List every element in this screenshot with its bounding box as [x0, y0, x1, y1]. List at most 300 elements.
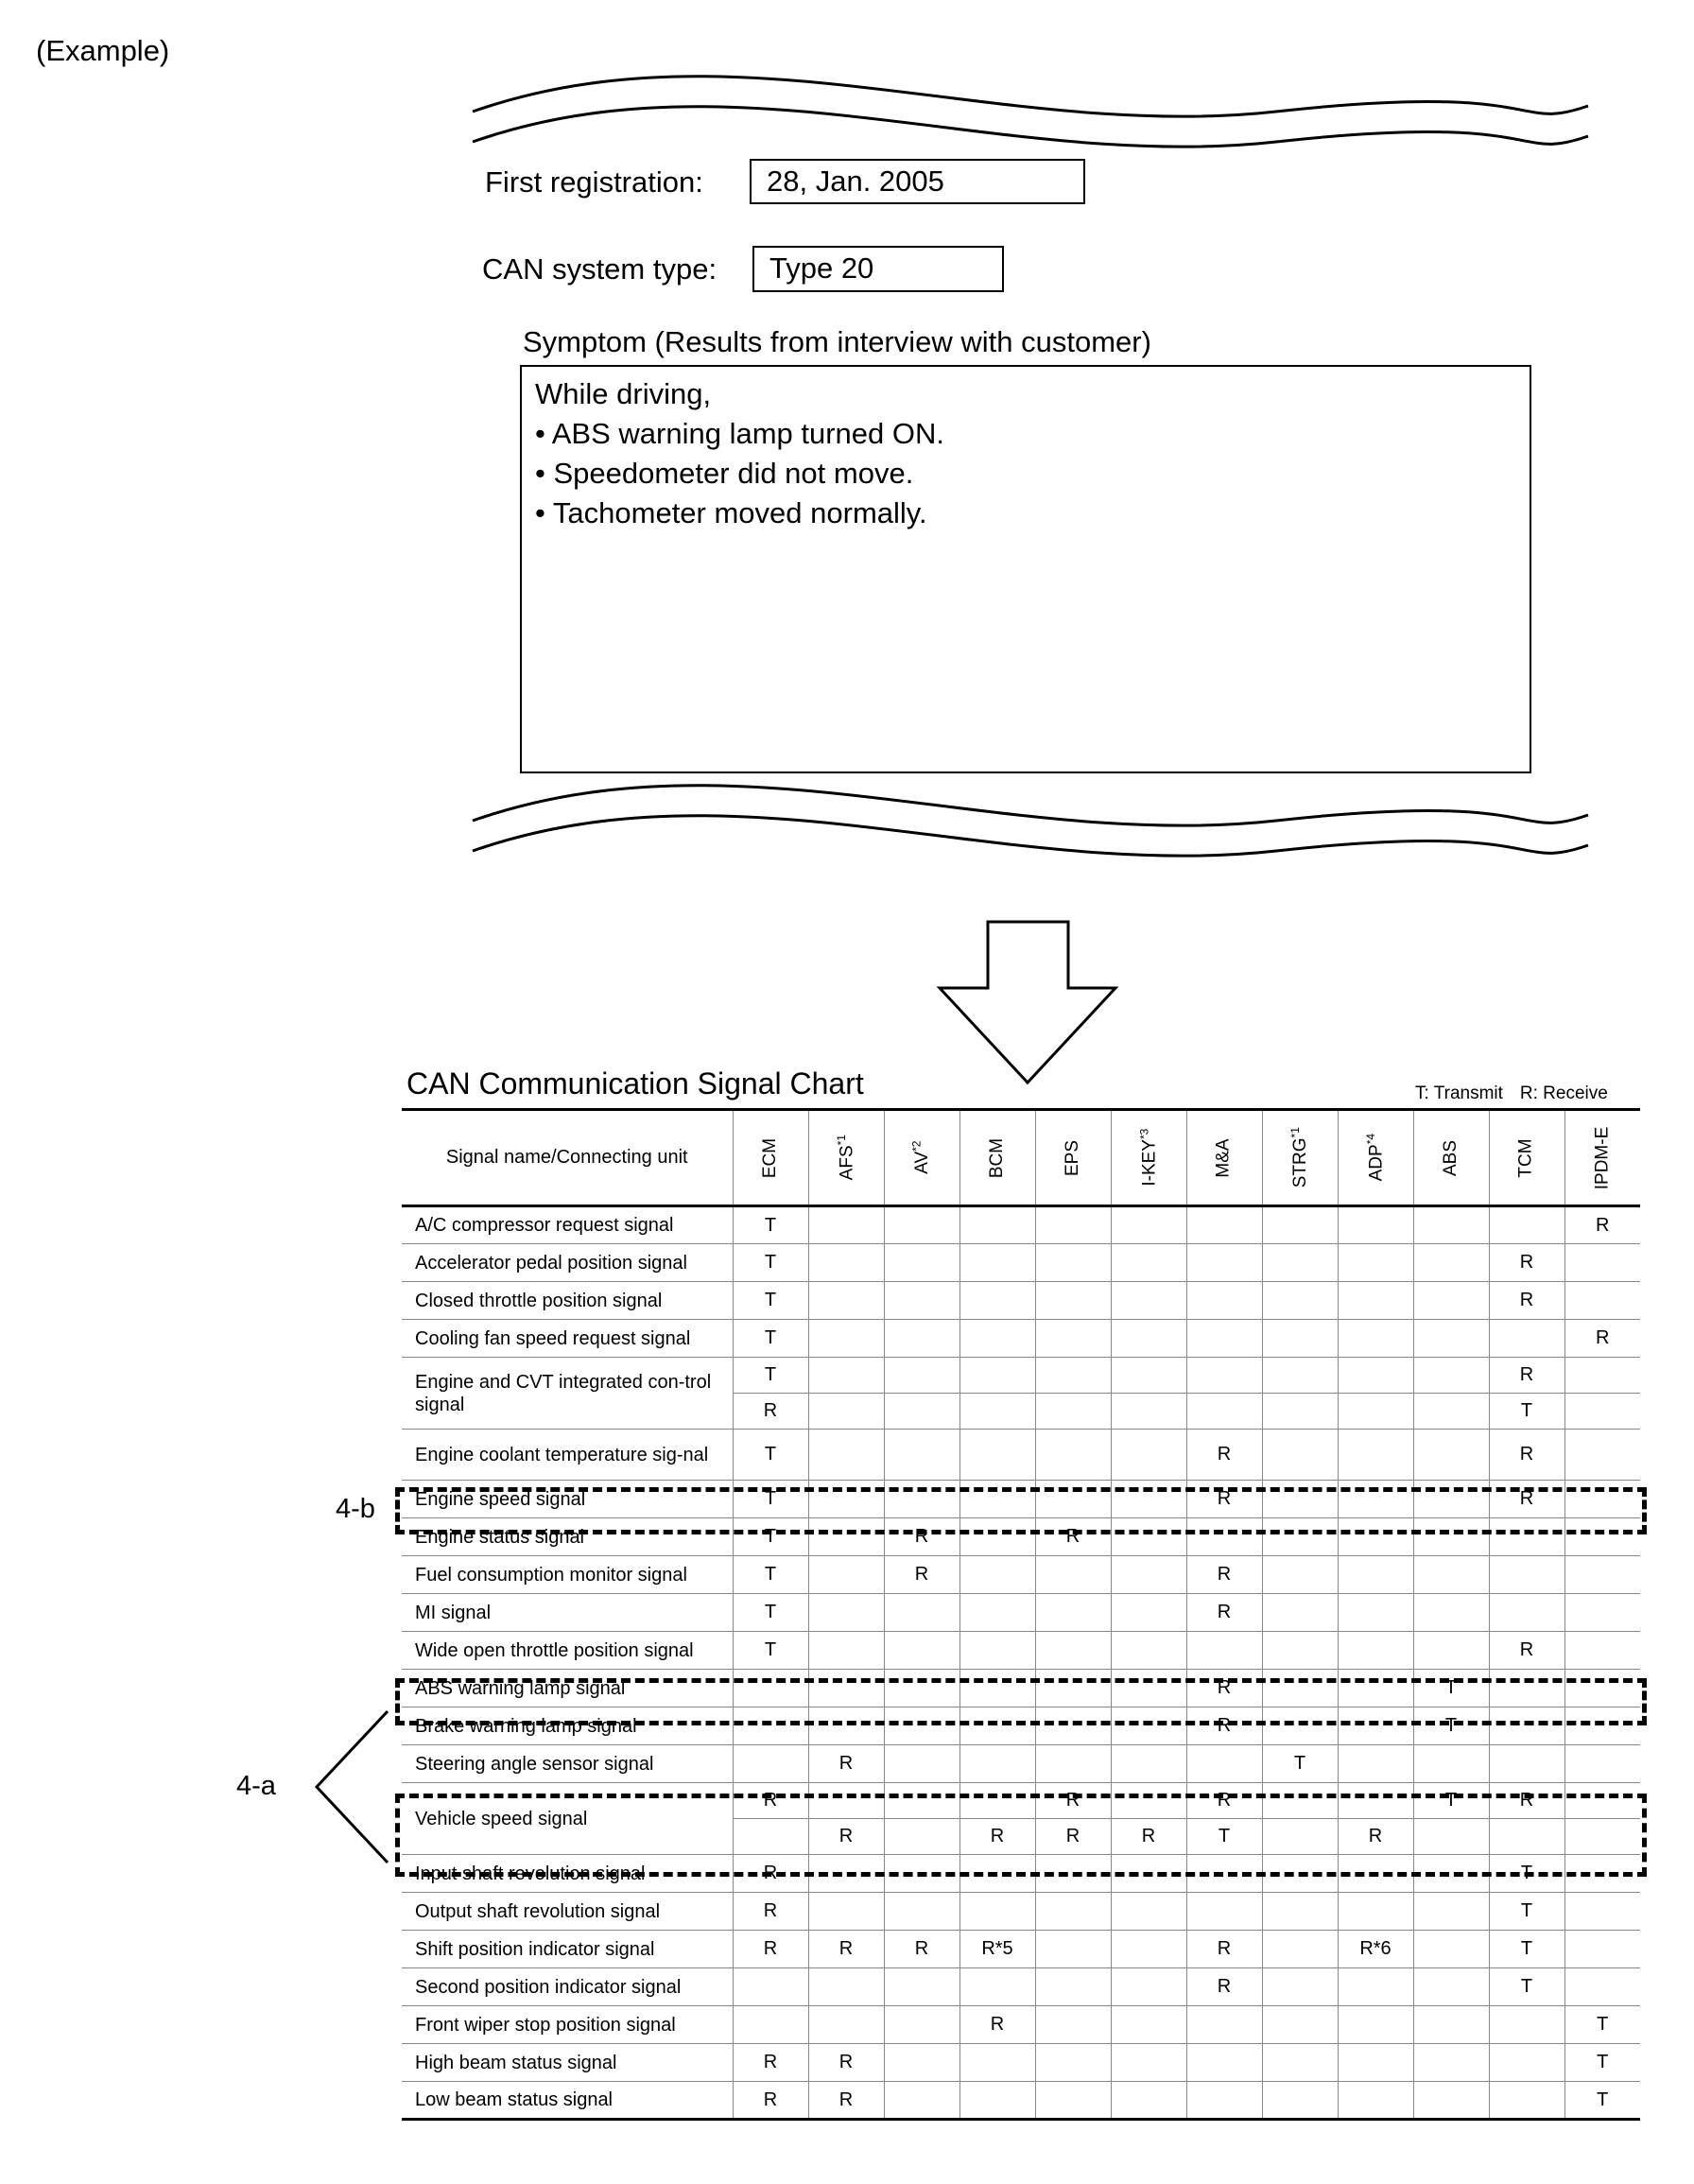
- signal-cell: [1111, 1358, 1186, 1394]
- signal-cell: [1338, 1481, 1413, 1518]
- signal-cell: [1413, 1931, 1489, 1968]
- signal-cell: [1413, 1481, 1489, 1518]
- signal-cell: [1338, 1968, 1413, 2006]
- signal-cell: [733, 2006, 808, 2044]
- signal-cell: [1413, 2006, 1489, 2044]
- signal-cell: [1564, 1783, 1640, 1819]
- signal-name: Accelerator pedal position signal: [402, 1244, 733, 1282]
- signal-cell: [959, 1430, 1035, 1481]
- column-label: [1592, 1127, 1613, 1190]
- column-header: [733, 1110, 808, 1206]
- column-footnote: *3: [1136, 1129, 1150, 1140]
- signal-cell: [1111, 1394, 1186, 1430]
- column-label: [1441, 1140, 1461, 1176]
- symptom-line: While driving,: [535, 377, 712, 410]
- column-name: EPS: [1063, 1139, 1082, 1177]
- chart-legend: [1415, 1083, 1625, 1104]
- column-footnote: *4: [1363, 1134, 1377, 1145]
- signal-cell: R: [733, 2082, 808, 2120]
- signal-cell: [1111, 1320, 1186, 1358]
- signal-cell: R: [733, 2044, 808, 2082]
- signal-cell: [959, 1783, 1035, 1819]
- symptom-title: Symptom (Results from interview with customer): [523, 325, 1151, 358]
- first-registration-label: First registration:: [485, 165, 703, 199]
- signal-cell: T: [1186, 1819, 1262, 1855]
- column-label: [1214, 1138, 1235, 1177]
- signal-name: A/C compressor request signal: [402, 1206, 733, 1244]
- signal-cell: [1111, 1893, 1186, 1931]
- signal-cell: [1262, 1358, 1338, 1394]
- signal-cell: R: [1489, 1244, 1564, 1282]
- signal-cell: [1035, 1282, 1111, 1320]
- signal-cell: [1111, 2044, 1186, 2082]
- signal-name: Engine coolant temperature sig-nal: [402, 1430, 733, 1481]
- signal-cell: [959, 1707, 1035, 1745]
- column-name: ABS: [1441, 1139, 1461, 1177]
- signal-cell: [808, 1556, 884, 1594]
- signal-cell: [959, 1282, 1035, 1320]
- signal-cell: [1489, 1819, 1564, 1855]
- signal-cell: T: [733, 1481, 808, 1518]
- signal-cell: [808, 1855, 884, 1893]
- signal-cell: [1338, 1556, 1413, 1594]
- signal-cell: [1262, 2082, 1338, 2120]
- signal-cell: [884, 2082, 959, 2120]
- signal-name: High beam status signal: [402, 2044, 733, 2082]
- signal-cell: [1262, 1968, 1338, 2006]
- signal-cell: R: [808, 1931, 884, 1968]
- signal-cell: T: [1262, 1745, 1338, 1783]
- signal-cell: [1262, 1320, 1338, 1358]
- column-name: M&A: [1214, 1138, 1234, 1178]
- signal-cell: [1564, 1855, 1640, 1893]
- signal-cell: R: [959, 2006, 1035, 2044]
- signal-cell: [1111, 1855, 1186, 1893]
- callout-bracket-icon: [317, 1711, 388, 1863]
- signal-cell: [1413, 1819, 1489, 1855]
- signal-cell: [733, 1670, 808, 1707]
- signal-cell: [884, 1206, 959, 1244]
- signal-cell: [1035, 1394, 1111, 1430]
- signal-cell: [1564, 1430, 1640, 1481]
- signal-cell: [808, 1632, 884, 1670]
- signal-cell: [1111, 1783, 1186, 1819]
- signal-cell: T: [733, 1206, 808, 1244]
- signal-cell: [733, 1819, 808, 1855]
- signal-cell: [884, 1481, 959, 1518]
- signal-cell: [1338, 1783, 1413, 1819]
- column-header: [959, 1110, 1035, 1206]
- table-row: [402, 2044, 1640, 2082]
- signal-cell: [1035, 1481, 1111, 1518]
- signal-cell: [808, 1206, 884, 1244]
- signal-cell: [884, 1430, 959, 1481]
- signal-cell: [1338, 1320, 1413, 1358]
- signal-cell: [1035, 1358, 1111, 1394]
- signal-cell: [808, 1282, 884, 1320]
- signal-cell: T: [1564, 2006, 1640, 2044]
- table-row: [402, 1556, 1640, 1594]
- signal-cell: [808, 1430, 884, 1481]
- signal-cell: T: [733, 1518, 808, 1556]
- signal-cell: R: [1035, 1783, 1111, 1819]
- signal-cell: [884, 1745, 959, 1783]
- table-row: [402, 1632, 1640, 1670]
- signal-cell: [1413, 1968, 1489, 2006]
- signal-cell: [1262, 1556, 1338, 1594]
- table-header-row: [402, 1110, 1640, 1206]
- signal-cell: [1413, 1855, 1489, 1893]
- signal-cell: [1035, 1670, 1111, 1707]
- column-header: [808, 1110, 884, 1206]
- table-row: [402, 1430, 1640, 1481]
- signal-cell: [1413, 1594, 1489, 1632]
- signal-name: Vehicle speed signal: [402, 1783, 733, 1855]
- signal-cell: [1111, 1556, 1186, 1594]
- signal-cell: R: [1186, 1707, 1262, 1745]
- signal-cell: [959, 1594, 1035, 1632]
- signal-cell: [1564, 1556, 1640, 1594]
- table-row: [402, 1670, 1640, 1707]
- signal-cell: [1338, 2082, 1413, 2120]
- example-label: (Example): [36, 34, 170, 67]
- signal-cell: [1564, 1745, 1640, 1783]
- signal-cell: [1186, 1394, 1262, 1430]
- signal-cell: [808, 1707, 884, 1745]
- signal-cell: R: [884, 1556, 959, 1594]
- signal-cell: [808, 1244, 884, 1282]
- signal-cell: [959, 1670, 1035, 1707]
- signal-cell: T: [733, 1320, 808, 1358]
- signal-cell: R: [1489, 1632, 1564, 1670]
- column-label: [1364, 1134, 1387, 1181]
- signal-name: Engine speed signal: [402, 1481, 733, 1518]
- signal-cell: [1338, 1594, 1413, 1632]
- signal-cell: [884, 1968, 959, 2006]
- signal-cell: [1186, 1320, 1262, 1358]
- signal-cell: [1186, 1206, 1262, 1244]
- signal-cell: R: [733, 1931, 808, 1968]
- signal-cell: [959, 1244, 1035, 1282]
- signal-name: ABS warning lamp signal: [402, 1670, 733, 1707]
- signal-cell: [1111, 1707, 1186, 1745]
- signal-cell: [1111, 2006, 1186, 2044]
- legend-receive: R: Receive: [1519, 1083, 1608, 1103]
- column-footnote: *1: [1288, 1127, 1302, 1138]
- signal-cell: [1111, 1931, 1186, 1968]
- signal-cell: R: [1186, 1481, 1262, 1518]
- signal-cell: [959, 1632, 1035, 1670]
- signal-name: Wide open throttle position signal: [402, 1632, 733, 1670]
- down-arrow-icon: [940, 922, 1115, 1083]
- signal-cell: [884, 1358, 959, 1394]
- table-row: [402, 1594, 1640, 1632]
- signal-cell: R: [733, 1855, 808, 1893]
- signal-cell: [1338, 1518, 1413, 1556]
- signal-cell: [1489, 1320, 1564, 1358]
- first-registration-field: 28, Jan. 2005: [750, 159, 1085, 204]
- column-header: [1262, 1110, 1338, 1206]
- signal-cell: [1564, 1481, 1640, 1518]
- signal-cell: [1186, 1745, 1262, 1783]
- signal-cell: [884, 1893, 959, 1931]
- signal-cell: R: [808, 2044, 884, 2082]
- column-label: [1137, 1129, 1160, 1187]
- column-name: BCM: [986, 1137, 1007, 1179]
- signal-cell: [1413, 1244, 1489, 1282]
- signal-cell: [1338, 2044, 1413, 2082]
- signal-cell: [1489, 2082, 1564, 2120]
- signal-cell: T: [1489, 1931, 1564, 1968]
- signal-cell: R: [1489, 1430, 1564, 1481]
- column-header: [1111, 1110, 1186, 1206]
- column-name: IPDM-E: [1592, 1126, 1613, 1190]
- signal-cell: T: [733, 1282, 808, 1320]
- signal-cell: [1564, 1282, 1640, 1320]
- signal-cell: [1035, 1594, 1111, 1632]
- signal-cell: R: [1186, 1430, 1262, 1481]
- callout-4b: 4-b: [336, 1494, 375, 1524]
- signal-cell: [1186, 1893, 1262, 1931]
- table-row: [402, 2006, 1640, 2044]
- signal-cell: [1035, 1893, 1111, 1931]
- signal-name: Low beam status signal: [402, 2082, 733, 2120]
- signal-cell: T: [1413, 1670, 1489, 1707]
- signal-cell: [1413, 1282, 1489, 1320]
- column-header: [1338, 1110, 1413, 1206]
- table-row: [402, 1783, 1640, 1819]
- signal-cell: R: [1186, 1594, 1262, 1632]
- signal-cell: [1413, 1320, 1489, 1358]
- signal-cell: [1111, 1481, 1186, 1518]
- signal-cell: [1186, 1244, 1262, 1282]
- signal-name: Engine and CVT integrated con-trol signal: [402, 1358, 733, 1430]
- signal-cell: [1413, 1632, 1489, 1670]
- signal-cell: [808, 1783, 884, 1819]
- column-header: [1186, 1110, 1262, 1206]
- signal-cell: R: [733, 1394, 808, 1430]
- signal-cell: [1413, 1745, 1489, 1783]
- signal-cell: [884, 1282, 959, 1320]
- signal-cell: R: [733, 1783, 808, 1819]
- signal-cell: [1564, 1394, 1640, 1430]
- signal-cell: [884, 2006, 959, 2044]
- signal-cell: T: [1413, 1707, 1489, 1745]
- symptom-line: • Tachometer moved normally.: [535, 496, 927, 529]
- signal-cell: T: [733, 1244, 808, 1282]
- signal-cell: [1035, 1707, 1111, 1745]
- signal-cell: R: [1489, 1358, 1564, 1394]
- signal-cell: [1413, 1394, 1489, 1430]
- signal-cell: [1035, 1632, 1111, 1670]
- signal-cell: [1413, 1430, 1489, 1481]
- signal-cell: [1262, 1819, 1338, 1855]
- signal-cell: [1035, 1206, 1111, 1244]
- signal-cell: [1262, 1430, 1338, 1481]
- signal-cell: [1564, 1893, 1640, 1931]
- signal-cell: [884, 1855, 959, 1893]
- signal-name: Shift position indicator signal: [402, 1931, 733, 1968]
- signal-cell: [1489, 1594, 1564, 1632]
- signal-cell: [1111, 1670, 1186, 1707]
- signal-cell: R: [884, 1931, 959, 1968]
- signal-cell: [1564, 1594, 1640, 1632]
- signal-cell: [1338, 1394, 1413, 1430]
- table-row: [402, 1518, 1640, 1556]
- column-name: TCM: [1516, 1138, 1536, 1178]
- signal-cell: R: [1035, 1518, 1111, 1556]
- table-row: [402, 1968, 1640, 2006]
- table-row: [402, 1893, 1640, 1931]
- signal-cell: [1564, 1632, 1640, 1670]
- signal-cell: [959, 1893, 1035, 1931]
- signal-cell: [1262, 1282, 1338, 1320]
- signal-cell: [808, 1518, 884, 1556]
- signal-cell: [1564, 1819, 1640, 1855]
- signal-cell: [959, 1556, 1035, 1594]
- signal-cell: T: [1564, 2082, 1640, 2120]
- signal-cell: [1338, 1670, 1413, 1707]
- signal-cell: [808, 1358, 884, 1394]
- signal-cell: [1489, 1670, 1564, 1707]
- signal-cell: [1111, 1594, 1186, 1632]
- signal-cell: [1338, 1244, 1413, 1282]
- can-system-type-field: Type 20: [752, 246, 1004, 292]
- signal-cell: [1035, 1968, 1111, 2006]
- signal-cell: [884, 1594, 959, 1632]
- signal-cell: [1262, 1893, 1338, 1931]
- signal-cell: [808, 2006, 884, 2044]
- signal-cell: T: [733, 1632, 808, 1670]
- signal-cell: R: [733, 1893, 808, 1931]
- column-header: [1413, 1110, 1489, 1206]
- table-row: [402, 2082, 1640, 2120]
- table-row: [402, 1855, 1640, 1893]
- signal-cell: R: [1186, 1931, 1262, 1968]
- column-header: [1035, 1110, 1111, 1206]
- signal-cell: [1186, 2044, 1262, 2082]
- signal-cell: [1035, 1430, 1111, 1481]
- column-name: AFS: [837, 1145, 857, 1181]
- signal-cell: [1262, 2044, 1338, 2082]
- signal-cell: R: [1035, 1819, 1111, 1855]
- signal-cell: [1035, 1556, 1111, 1594]
- table-row: [402, 1244, 1640, 1282]
- signal-cell: [1186, 1518, 1262, 1556]
- signal-cell: R: [1186, 1968, 1262, 2006]
- table-row: [402, 1320, 1640, 1358]
- signal-cell: R: [1564, 1206, 1640, 1244]
- signal-cell: [959, 2082, 1035, 2120]
- signal-cell: [959, 1745, 1035, 1783]
- signal-cell: [1262, 1394, 1338, 1430]
- header-signal-name: Signal name/Connecting unit: [402, 1110, 733, 1206]
- signal-cell: [1035, 1855, 1111, 1893]
- signal-cell: [1111, 2082, 1186, 2120]
- signal-cell: [959, 1968, 1035, 2006]
- column-name: ADP: [1366, 1144, 1387, 1182]
- signal-cell: [1111, 1632, 1186, 1670]
- signal-cell: [1564, 1931, 1640, 1968]
- signal-cell: [959, 2044, 1035, 2082]
- signal-cell: [959, 1358, 1035, 1394]
- signal-cell: [884, 2044, 959, 2082]
- signal-cell: [1262, 2006, 1338, 2044]
- signal-cell: [1489, 2044, 1564, 2082]
- signal-cell: [1262, 1931, 1338, 1968]
- column-label: [1288, 1127, 1311, 1187]
- signal-name: Front wiper stop position signal: [402, 2006, 733, 2044]
- signal-cell: [1489, 1707, 1564, 1745]
- signal-cell: [1489, 2006, 1564, 2044]
- signal-cell: [1035, 1745, 1111, 1783]
- signal-cell: [1564, 1518, 1640, 1556]
- signal-cell: T: [733, 1430, 808, 1481]
- signal-cell: [1564, 1358, 1640, 1394]
- signal-cell: [1338, 2006, 1413, 2044]
- signal-cell: [1262, 1481, 1338, 1518]
- signal-cell: [1413, 1206, 1489, 1244]
- signal-cell: [1413, 1358, 1489, 1394]
- column-header: [884, 1110, 959, 1206]
- signal-cell: [1413, 1556, 1489, 1594]
- signal-cell: R: [1338, 1819, 1413, 1855]
- signal-cell: T: [1489, 1855, 1564, 1893]
- signal-cell: R: [808, 2082, 884, 2120]
- signal-cell: [733, 1707, 808, 1745]
- signal-cell: [1338, 1282, 1413, 1320]
- signal-cell: [808, 1893, 884, 1931]
- signal-cell: [959, 1320, 1035, 1358]
- signal-cell: [1338, 1745, 1413, 1783]
- signal-cell: R: [808, 1819, 884, 1855]
- signal-cell: [1489, 1518, 1564, 1556]
- signal-cell: T: [1489, 1893, 1564, 1931]
- signal-cell: [1262, 1855, 1338, 1893]
- signal-cell: [1413, 1893, 1489, 1931]
- signal-cell: [1564, 1244, 1640, 1282]
- signal-cell: [1338, 1358, 1413, 1394]
- signal-cell: [1262, 1206, 1338, 1244]
- signal-cell: [1035, 1244, 1111, 1282]
- signal-cell: [808, 1320, 884, 1358]
- signal-cell: [1035, 1931, 1111, 1968]
- table-row: [402, 1745, 1640, 1783]
- signal-cell: [1035, 2006, 1111, 2044]
- signal-cell: T: [733, 1594, 808, 1632]
- signal-cell: [1111, 1206, 1186, 1244]
- signal-cell: [733, 1745, 808, 1783]
- signal-cell: [1035, 1320, 1111, 1358]
- signal-name: MI signal: [402, 1594, 733, 1632]
- table-row: [402, 1358, 1640, 1394]
- signal-cell: [959, 1481, 1035, 1518]
- chart-title: CAN Communication Signal Chart: [406, 1066, 864, 1101]
- signal-cell: [808, 1394, 884, 1430]
- signal-cell: T: [733, 1358, 808, 1394]
- signal-cell: [808, 1670, 884, 1707]
- signal-cell: R: [884, 1518, 959, 1556]
- column-label: [1063, 1140, 1083, 1176]
- signal-cell: [1489, 1745, 1564, 1783]
- signal-cell: [959, 1394, 1035, 1430]
- signal-cell: [884, 1783, 959, 1819]
- signal-cell: [884, 1670, 959, 1707]
- symptom-line: • Speedometer did not move.: [535, 457, 914, 490]
- signal-cell: T: [1564, 2044, 1640, 2082]
- signal-cell: [959, 1855, 1035, 1893]
- signal-name: Second position indicator signal: [402, 1968, 733, 2006]
